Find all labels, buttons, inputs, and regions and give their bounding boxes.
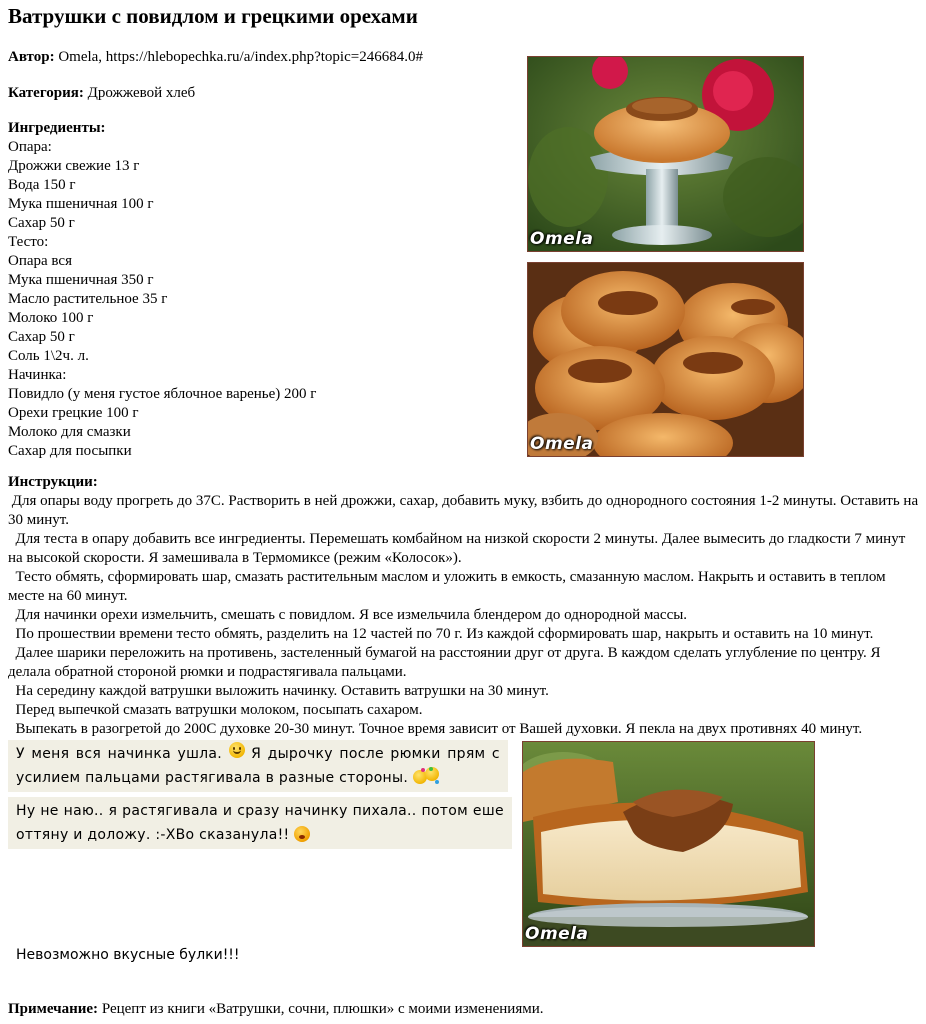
quote-1-line-2-text: усилием пальцами растягивала в разные стороны.	[16, 770, 409, 786]
party-smileys-icon	[413, 767, 441, 785]
instructions-label: Инструкции:	[8, 474, 98, 490]
quote-word: рюмки	[390, 746, 441, 762]
quote-word: прям	[447, 746, 486, 762]
ingredients-label: Ингредиенты:	[8, 120, 106, 136]
quote-word: наю..	[63, 803, 104, 819]
comment-quote-1	[8, 740, 508, 792]
quote-word: и	[222, 803, 233, 819]
quote-2-line-2-text: оттяну и доложу. :-ХВо сказанула!!	[16, 827, 290, 843]
ingredient-line: Молоко для смазки	[8, 424, 131, 440]
watermark-omela: Omela	[530, 434, 594, 454]
ingredient-line: Орехи грецкие 100 г	[8, 405, 139, 421]
note-line	[8, 1000, 544, 1019]
watermark-omela: Omela	[530, 229, 594, 249]
author-label: Автор:	[8, 49, 55, 65]
quote-word: начинка	[107, 746, 171, 762]
photo-vatrushka-on-stand	[527, 56, 804, 252]
instruction-paragraph: Перед выпечкой смазать ватрушки молоком, посыпать сахаром.	[8, 702, 423, 718]
instruction-paragraph: Тесто обмять, сформировать шар, смазать растительным маслом и уложить в емкость, смазанную маслом. Накрыть и оставить в теплом месте на 60 минут.	[8, 569, 890, 604]
instruction-paragraph: На середину каждой ватрушки выложить начинку. Оставить ватрушки на 30 минут.	[8, 683, 549, 699]
quote-word: сразу	[237, 803, 280, 819]
quote-word: У	[16, 746, 25, 762]
quote-word: меня	[31, 746, 70, 762]
quote-word: Я	[251, 746, 262, 762]
photo-vatrushka-cut	[522, 741, 815, 947]
quote-word: растягивала	[122, 803, 218, 819]
ingredient-line: Вода 150 г	[8, 177, 76, 193]
note-value: Рецепт из книги «Ватрушки, сочни, плюшки» с моими изменениями.	[98, 1001, 544, 1017]
quote-2-line-1	[16, 799, 504, 823]
instruction-paragraph: Выпекать в разогретой до 200С духовке 20-30 минут. Точное время зависит от Вашей духовки. Я пекла на двух противнях 40 минут.	[8, 721, 863, 737]
ingredient-line: Мука пшеничная 100 г	[8, 196, 154, 212]
ingredient-line: Молоко 100 г	[8, 310, 94, 326]
ingredient-line: Сахар 50 г	[8, 215, 75, 231]
ingredient-line: Масло растительное 35 г	[8, 291, 168, 307]
instruction-paragraph: Далее шарики переложить на противень, застеленный бумагой на расстоянии друг от друга. В каждом сделать углубление по центру. Я делала обратной стороной рюмки и подрастягивала пальцами.	[8, 645, 885, 680]
comment-quote-2	[8, 797, 512, 849]
ingredient-line: Соль 1\2ч. л.	[8, 348, 89, 364]
category-label: Категория:	[8, 85, 84, 101]
quote-word: с	[491, 746, 500, 762]
quote-word: пихала..	[352, 803, 417, 819]
instruction-paragraph: Для опары воду прогреть до 37С. Растворить в ней дрожжи, сахар, добавить муку, взбить до однородного состояния 1-2 минуты. Оставить на 30 минут.	[8, 493, 922, 528]
instructions-section	[8, 473, 920, 739]
quote-word: еше	[472, 803, 504, 819]
ingredients-section	[8, 119, 316, 461]
watermark-omela: Omela	[525, 924, 589, 944]
instruction-paragraph: По прошествии времени тесто обмять, разделить на 12 частей по 70 г. Из каждой сформировать шар, накрыть и оставить на 10 минут.	[8, 626, 874, 642]
page-title: Ватрушки с повидлом и грецкими орехами	[8, 4, 418, 28]
category-value: Дрожжевой хлеб	[83, 85, 196, 101]
ingredient-line: Сахар 50 г	[8, 329, 75, 345]
smile-icon	[229, 742, 245, 758]
quote-word: я	[108, 803, 118, 819]
author-line	[8, 48, 423, 67]
quote-word: ушла.	[177, 746, 223, 762]
author-value: Omela, https://hlebopechka.ru/a/index.php?topic=246684.0#	[54, 49, 423, 65]
tagline: Невозможно вкусные булки!!!	[16, 947, 240, 963]
wink-smiley-icon	[294, 826, 310, 842]
quote-2-line-2	[16, 823, 504, 847]
quote-word: дырочку	[267, 746, 333, 762]
ingredient-line: Начинка:	[8, 367, 67, 383]
ingredient-line: Опара:	[8, 139, 52, 155]
photo-vatrushki-pile	[527, 262, 804, 457]
instruction-paragraph: Для начинки орехи измельчить, смешать с повидлом. Я все измельчила блендером до однородной массы.	[8, 607, 688, 623]
quote-1-line-1	[16, 742, 500, 766]
quote-word: вся	[75, 746, 102, 762]
ingredient-line: Мука пшеничная 350 г	[8, 272, 154, 288]
instruction-paragraph: Для теста в опару добавить все ингредиенты. Перемешать комбайном на низкой скорости 2 минуты. Далее вымесить до гладкости 7 минут на высокой скорости. Я замешивала в Термомиксе (режим «Колосок»).	[8, 531, 910, 566]
note-label: Примечание:	[8, 1001, 99, 1017]
quote-word: не	[40, 803, 59, 819]
quote-word: Ну	[16, 803, 36, 819]
ingredient-line: Повидло (у меня густое яблочное варенье) 200 г	[8, 386, 317, 402]
category-line	[8, 84, 195, 103]
ingredient-line: Тесто:	[8, 234, 49, 250]
ingredient-line: Дрожжи свежие 13 г	[8, 158, 140, 174]
quote-word: начинку	[284, 803, 348, 819]
quote-1-line-2	[16, 766, 500, 790]
ingredient-line: Сахар для посыпки	[8, 443, 132, 459]
quote-word: после	[339, 746, 384, 762]
quote-word: потом	[421, 803, 468, 819]
ingredient-line: Опара вся	[8, 253, 72, 269]
